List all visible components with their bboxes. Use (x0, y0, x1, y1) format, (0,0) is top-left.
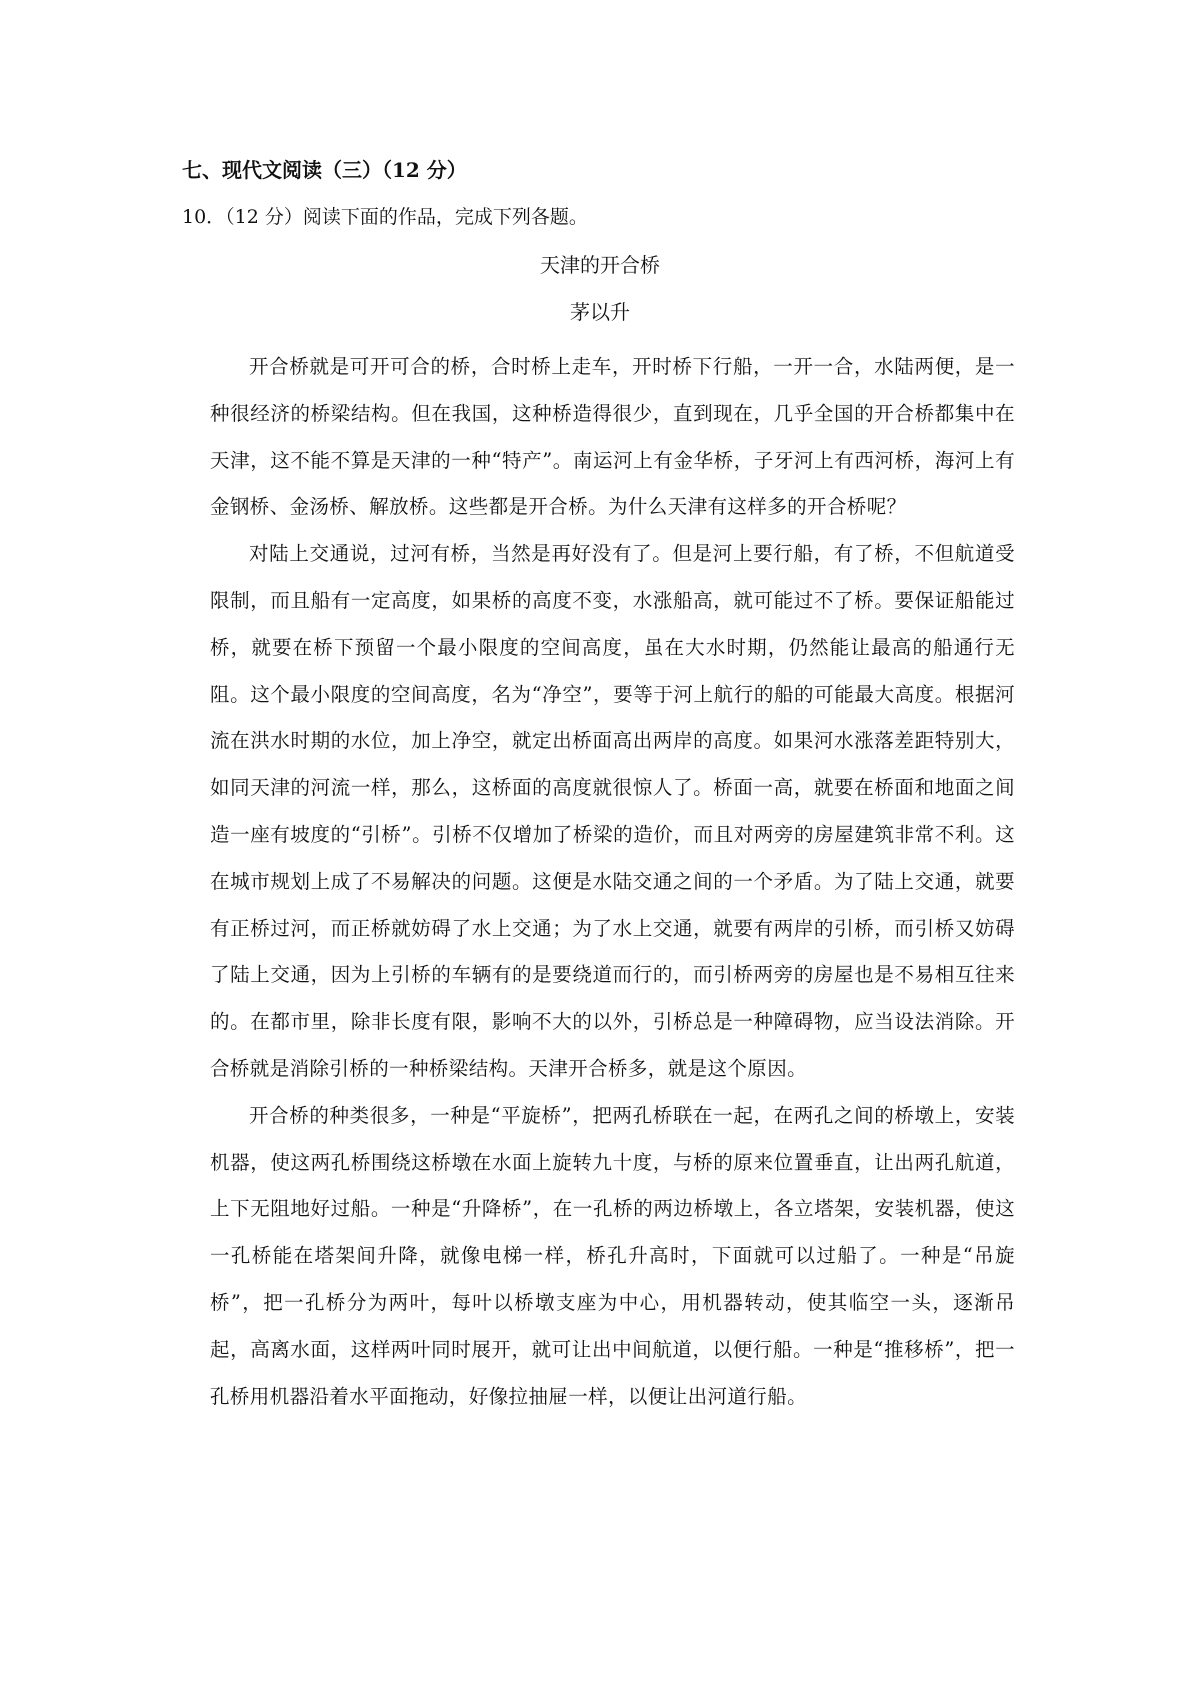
article-paragraph-2: 对陆上交通说，过河有桥，当然是再好没有了。但是河上要行船，有了桥，不但航道受限制，而且船有一定高度，如果桥的高度不变，水涨船高，就可能过不了桥。要保证船能过桥，就要在桥下预留一个最小限度的空间高度，虽在大水时期，仍然能让最高的船通行无阻。这个最小限度的空间高度，名为“净空”，要等于河上航行的船的可能最大高度。根据河流在洪水时期的水位，加上净空，就定出桥面高出两岸的高度。如果河水涨落差距特别大，如同天津的河流一样，那么，这桥面的高度就很惊人了。桥面一高，就要在桥面和地面之间造一座有坡度的“引桥”。引桥不仅增加了桥梁的造价，而且对两旁的房屋建筑非常不利。这在城市规划上成了不易解决的问题。这便是水陆交通之间的一个矛盾。为了陆上交通，就要有正桥过河，而正桥就妨碍了水上交通；为了水上交通，就要有两岸的引桥，而引桥又妨碍了陆上交通，因为上引桥的车辆有的是要绕道而行的，而引桥两旁的房屋也是不易相互往来的。在都市里，除非长度有限，影响不大的以外，引桥总是一种障碍物，应当设法消除。开合桥就是消除引桥的一种桥梁结构。天津开合桥多，就是这个原因。 (210, 542, 1015, 1080)
question-prompt: 10．（12 分）阅读下面的作品，完成下列各题。 (182, 206, 588, 228)
article-paragraph-3: 开合桥的种类很多，一种是“平旋桥”，把两孔桥联在一起，在两孔之间的桥墩上，安装机器，使这两孔桥围绕这桥墩在水面上旋转九十度，与桥的原来位置垂直，让出两孔航道，上下无阻地好过船。一种是“升降桥”，在一孔桥的两边桥墩上，各立塔架，安装机器，使这一孔桥能在塔架间升降，就像电梯一样，桥孔升高时，下面就可以过船了。一种是“吊旋桥”，把一孔桥分为两叶，每叶以桥墩支座为中心，用机器转动，使其临空一头，逐渐吊起，高离水面，这样两叶同时展开，就可让出中间航道，以便行船。一种是“推移桥”，把一孔桥用机器沿着水平面拖动，好像拉抽屉一样，以便让出河道行船。 (210, 1103, 1015, 1408)
article-title: 天津的开合桥 (540, 253, 660, 277)
section-heading: 七、现代文阅读（三）（12 分） (182, 158, 467, 182)
article-author: 茅以升 (570, 300, 630, 324)
article-body (210, 344, 1015, 1420)
article-paragraph-1: 开合桥就是可开可合的桥，合时桥上走车，开时桥下行船，一开一合，水陆两便，是一种很经济的桥梁结构。但在我国，这种桥造得很少，直到现在，几乎全国的开合桥都集中在天津，这不能不算是天津的一种“特产”。南运河上有金华桥，子牙河上有西河桥，海河上有金钢桥、金汤桥、解放桥。这些都是开合桥。为什么天津有这样多的开合桥呢？ (210, 355, 1015, 519)
